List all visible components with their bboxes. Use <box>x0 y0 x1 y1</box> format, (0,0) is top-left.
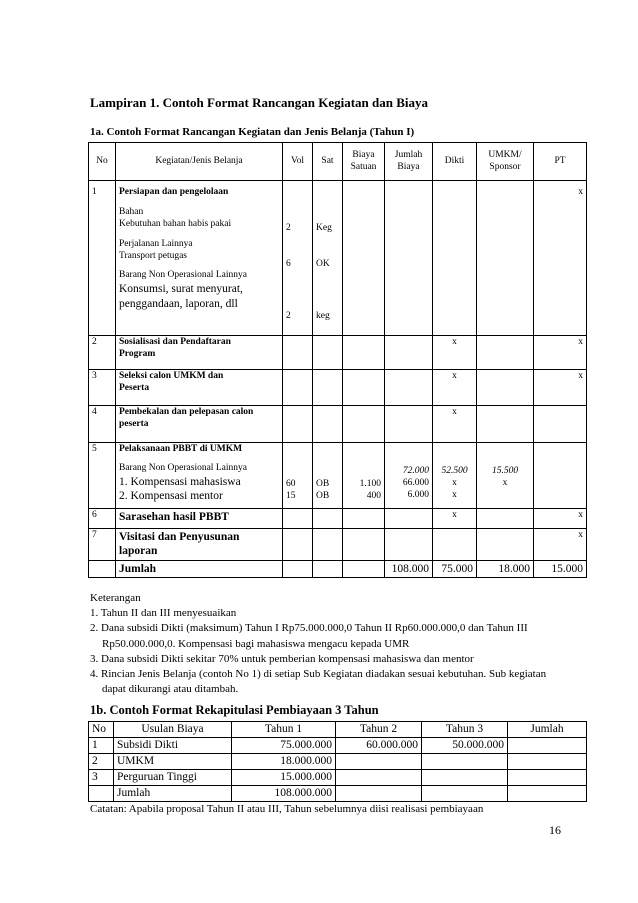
section-b-heading: 1b. Contoh Format Rekapitulasi Pembiayaan 3 Tahun <box>90 703 379 717</box>
header-jumlah-biaya: Jumlah Biaya <box>385 143 433 181</box>
table-row <box>89 181 587 336</box>
table-row: 1 Subsidi Dikti 75.000.000 60.000.000 50.000.000 <box>89 738 587 754</box>
section-a-heading: 1a. Contoh Format Rancangan Kegiatan dan Jenis Belanja (Tahun I) <box>90 126 415 138</box>
budget-recap-table <box>88 721 587 802</box>
footnote: Catatan: Apabila proposal Tahun II atau III, Tahun sebelumnya diisi realisasi pembiayaan <box>90 803 484 815</box>
notes-heading: Keterangan <box>90 592 141 604</box>
row-activity: Pembekalan dan pelepasan calon peserta <box>116 406 283 443</box>
row-activity: Seleksi calon UMKM dan Peserta <box>116 370 283 406</box>
header-no: No <box>89 143 116 181</box>
row-activity: Sosialisasi dan Pendaftaran Program <box>116 336 283 370</box>
page-title: Lampiran 1. Contoh Format Rancangan Kegiatan dan Biaya <box>90 95 429 110</box>
header-pt: PT <box>534 143 587 181</box>
header-vol: Vol <box>283 143 313 181</box>
row-pt: x <box>534 181 587 336</box>
note-item: 3. Dana subsidi Dikti sekitar 70% untuk pemberian kompensasi mahasiswa dan mentor <box>90 652 474 665</box>
note-item: 1. Tahun II dan III menyesuaikan <box>90 607 237 620</box>
header-biaya-satuan: Biaya Satuan <box>343 143 385 181</box>
header-sat: Sat <box>313 143 343 181</box>
header-dikti: Dikti <box>433 143 477 181</box>
table-row: 3 Seleksi calon UMKM dan Peserta x x <box>89 370 587 406</box>
header-kegiatan: Kegiatan/Jenis Belanja <box>116 143 283 181</box>
row-activity: Sarasehan hasil PBBT <box>116 509 283 529</box>
row-activity: Visitasi dan Penyusunan laporan <box>116 529 283 561</box>
table-total-row: Jumlah 108.000 75.000 18.000 15.000 <box>89 560 587 577</box>
table-total-row: Jumlah 108.000.000 <box>89 786 587 802</box>
row-sat: Keg OK keg <box>313 181 343 336</box>
table-row: 5 Pelaksanaan PBBT di UMKM Barang Non Operasional Lainnya 1. Kompensasi mahasiswa 2. Kompensasi mentor 60 15 OB OB 1.100 400 72.000 66.000 6.000 52.500 x x 15.500 x <box>89 443 587 509</box>
table-row: 3 Perguruan Tinggi 15.000.000 <box>89 770 587 786</box>
row-vol: 2 6 2 <box>283 181 313 336</box>
note-item: 2. Dana subsidi Dikti (maksimum) Tahun I Rp75.000.000,0 Tahun II Rp60.000.000,0 dan Tahun III Rp50.000.000,0. Kompensasi bagi mahasiswa mengacu kepada UMR <box>90 622 528 650</box>
note-item: 4. Rincian Jenis Belanja (contoh No 1) di setiap Sub Kegiatan diadakan sesuai kebutuhan. Sub kegiatan dapat dikurangi atau ditambah. <box>90 667 547 696</box>
row-no: 1 <box>89 181 116 336</box>
table-row: 7 Visitasi dan Penyusunan laporan x <box>89 529 587 561</box>
row-activity: Persiapan dan pengelolaan Bahan Kebutuhan bahan habis pakai Perjalanan Lainnya Transport petugas Barang Non Operasional Lainnya Konsumsi, surat menyurat, penggandaan, laporan, dll <box>116 181 283 336</box>
page-number: 16 <box>549 823 561 837</box>
table-header-row: No Usulan Biaya Tahun 1 Tahun 2 Tahun 3 Jumlah <box>89 722 587 738</box>
table-row: 6 Sarasehan hasil PBBT x x <box>89 509 587 529</box>
table-header-row <box>89 143 587 181</box>
header-umkm: UMKM/ Sponsor <box>477 143 534 181</box>
notes-section <box>90 591 570 697</box>
table-row: 2 UMKM 18.000.000 <box>89 754 587 770</box>
row-activity: Pelaksanaan PBBT di UMKM Barang Non Operasional Lainnya 1. Kompensasi mahasiswa 2. Kompensasi mentor <box>116 443 283 509</box>
activity-budget-table <box>88 142 587 578</box>
table-row: 4 Pembekalan dan pelepasan calon peserta x <box>89 406 587 443</box>
table-row: 2 Sosialisasi dan Pendaftaran Program x x <box>89 336 587 370</box>
